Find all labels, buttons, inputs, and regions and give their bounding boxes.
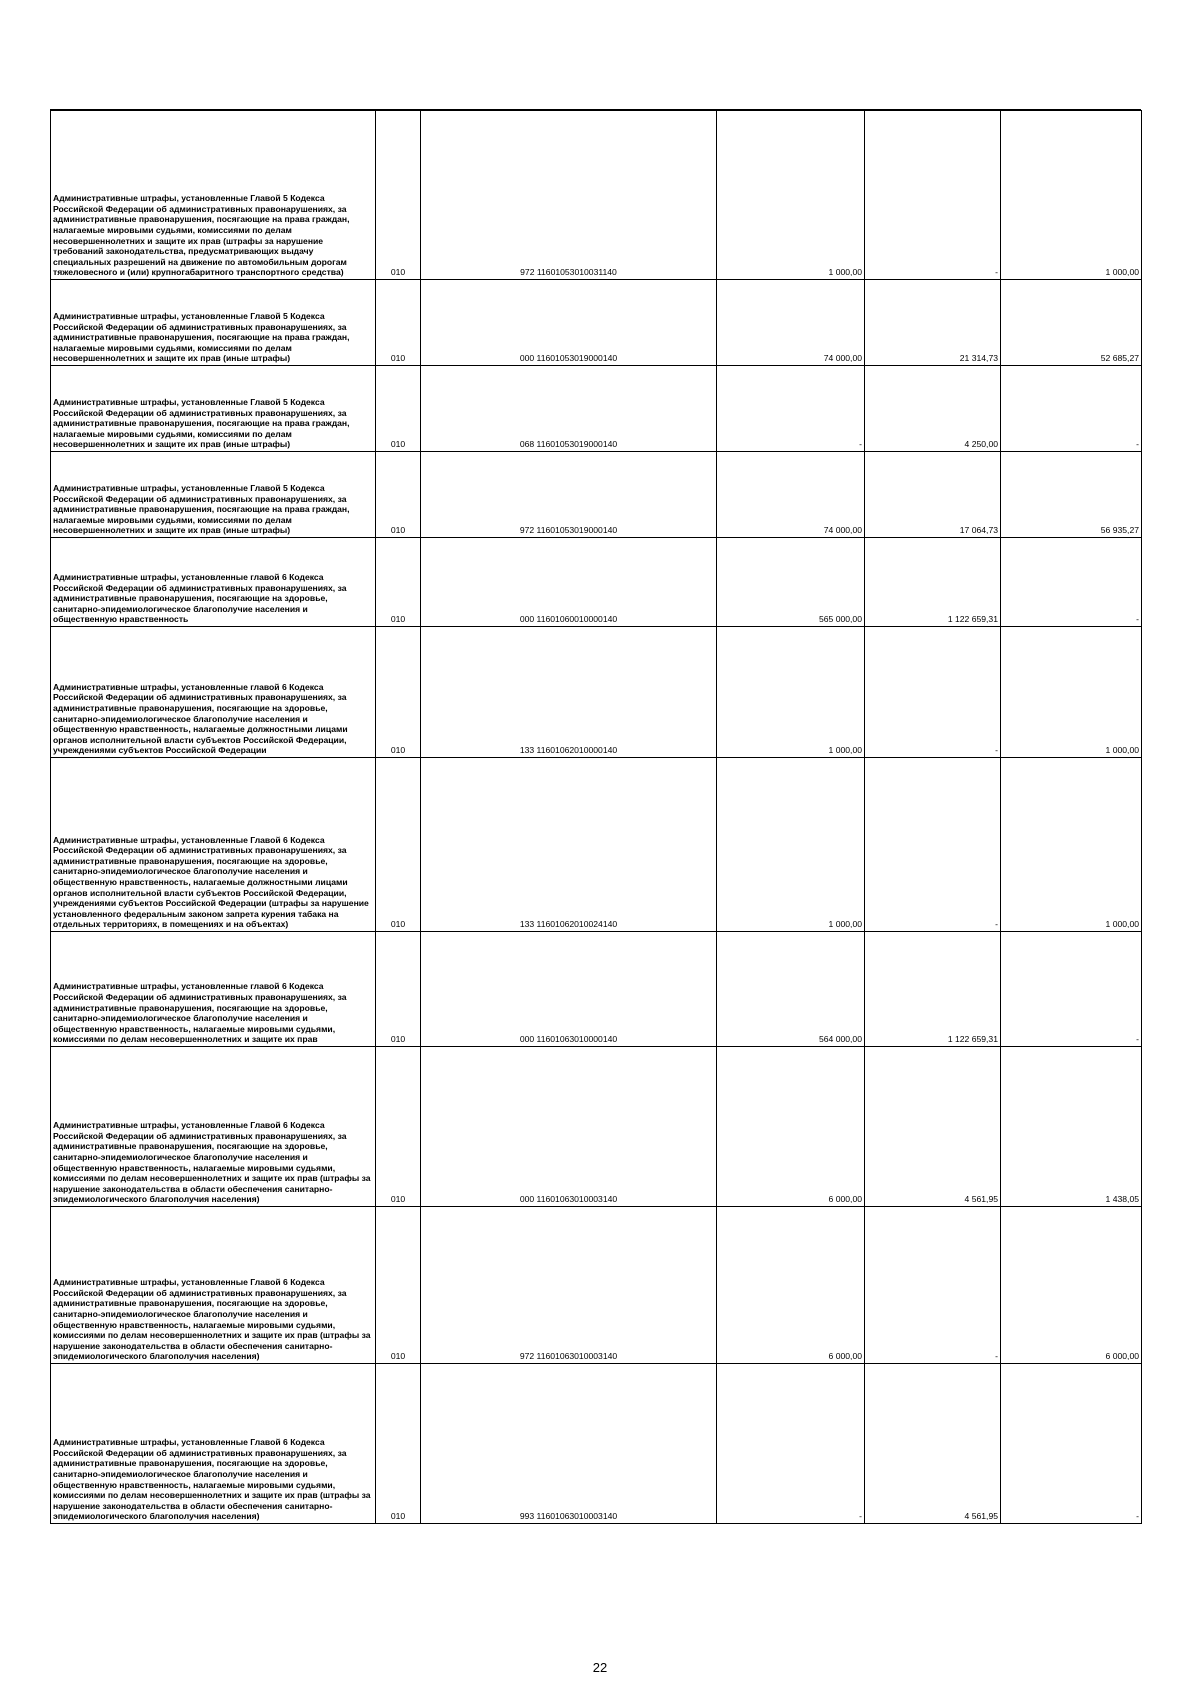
table-row <box>51 452 1142 538</box>
row-executed-cell: 4 561,95 <box>865 1364 1001 1524</box>
row-name-cell: Административные штрафы, установленные Главой 5 Кодекса Российской Федерации об административных правонарушениях, за административные правонарушения, посягающие на права граждан, налагаемые мировыми судьями, комиссиями по делам несовершеннолетних и защите их прав (иные штрафы) <box>51 452 376 538</box>
table-row <box>51 1047 1142 1207</box>
row-approved-cell: 565 000,00 <box>717 538 865 627</box>
row-line-code-cell: 010 <box>376 1364 421 1524</box>
row-unexecuted-cell: - <box>1001 538 1142 627</box>
row-budget-code-cell: 972 11601053019000140 <box>421 452 717 538</box>
row-approved-cell: 6 000,00 <box>717 1207 865 1364</box>
row-budget-code-cell: 000 11601060010000140 <box>421 538 717 627</box>
row-line-code-cell: 010 <box>376 366 421 452</box>
row-name-cell: Административные штрафы, установленные Главой 6 Кодекса Российской Федерации об административных правонарушениях, за административные правонарушения, посягающие на здоровье, санитарно-эпидемиологическое благополучие населения и общественную нравственность, налагаемые мировыми судьями, комиссиями по делам несовершеннолетних и защите их прав (штрафы за нарушение законодательства в области обеспечения санитарно-эпидемиологического благополучия населения) <box>51 1047 376 1207</box>
row-executed-cell: - <box>865 758 1001 932</box>
row-budget-code-cell: 993 11601063010003140 <box>421 1364 717 1524</box>
row-name-cell: Административные штрафы, установленные Главой 5 Кодекса Российской Федерации об административных правонарушениях, за административные правонарушения, посягающие на права граждан, налагаемые мировыми судьями, комиссиями по делам несовершеннолетних и защите их прав (штрафы за нарушение требований законодательства, предусматривающих выдачу специальных разрешений на движение по автомобильным дорогам тяжеловесного и (или) крупногабаритного транспортного средства) <box>51 111 376 280</box>
row-name-cell: Административные штрафы, установленные Главой 6 Кодекса Российской Федерации об административных правонарушениях, за административные правонарушения, посягающие на здоровье, санитарно-эпидемиологическое благополучие населения и общественную нравственность, налагаемые должностными лицами органов исполнительной власти субъектов Российской Федерации, учреждениями субъектов Российской Федерации (штрафы за нарушение установленного федеральным законом запрета курения табака на отдельных территориях, в помещениях и на объектах) <box>51 758 376 932</box>
row-name-cell: Административные штрафы, установленные Главой 6 Кодекса Российской Федерации об административных правонарушениях, за административные правонарушения, посягающие на здоровье, санитарно-эпидемиологическое благополучие населения и общественную нравственность, налагаемые мировыми судьями, комиссиями по делам несовершеннолетних и защите их прав (штрафы за нарушение законодательства в области обеспечения санитарно-эпидемиологического благополучия населения) <box>51 1364 376 1524</box>
table-row <box>51 627 1142 758</box>
table-row <box>51 538 1142 627</box>
row-executed-cell: 1 122 659,31 <box>865 932 1001 1047</box>
row-unexecuted-cell: 1 000,00 <box>1001 758 1142 932</box>
row-approved-cell: 1 000,00 <box>717 758 865 932</box>
row-line-code-cell: 010 <box>376 280 421 366</box>
row-executed-cell: - <box>865 627 1001 758</box>
row-executed-cell: 4 561,95 <box>865 1047 1001 1207</box>
row-budget-code-cell: 000 11601053019000140 <box>421 280 717 366</box>
row-budget-code-cell: 972 11601063010003140 <box>421 1207 717 1364</box>
table-row <box>51 932 1142 1047</box>
row-approved-cell: 74 000,00 <box>717 280 865 366</box>
row-line-code-cell: 010 <box>376 1207 421 1364</box>
row-approved-cell: 564 000,00 <box>717 932 865 1047</box>
row-name-cell: Административные штрафы, установленные Главой 5 Кодекса Российской Федерации об административных правонарушениях, за административные правонарушения, посягающие на права граждан, налагаемые мировыми судьями, комиссиями по делам несовершеннолетних и защите их прав (иные штрафы) <box>51 366 376 452</box>
table-row <box>51 111 1142 280</box>
row-executed-cell: - <box>865 111 1001 280</box>
row-line-code-cell: 010 <box>376 538 421 627</box>
row-unexecuted-cell: 56 935,27 <box>1001 452 1142 538</box>
row-name-cell: Административные штрафы, установленные главой 6 Кодекса Российской Федерации об административных правонарушениях, за административные правонарушения, посягающие на здоровье, санитарно-эпидемиологическое благополучие населения и общественную нравственность <box>51 538 376 627</box>
row-line-code-cell: 010 <box>376 111 421 280</box>
row-budget-code-cell: 133 11601062010024140 <box>421 758 717 932</box>
row-unexecuted-cell: - <box>1001 932 1142 1047</box>
row-approved-cell: 1 000,00 <box>717 627 865 758</box>
row-executed-cell: 21 314,73 <box>865 280 1001 366</box>
table-row <box>51 758 1142 932</box>
row-line-code-cell: 010 <box>376 932 421 1047</box>
table-row <box>51 280 1142 366</box>
row-approved-cell: 6 000,00 <box>717 1047 865 1207</box>
table-row <box>51 1364 1142 1524</box>
row-unexecuted-cell: 1 438,05 <box>1001 1047 1142 1207</box>
row-approved-cell: - <box>717 1364 865 1524</box>
row-executed-cell: 1 122 659,31 <box>865 538 1001 627</box>
row-executed-cell: - <box>865 1207 1001 1364</box>
row-approved-cell: 74 000,00 <box>717 452 865 538</box>
row-budget-code-cell: 068 11601053019000140 <box>421 366 717 452</box>
row-name-cell: Административные штрафы, установленные Главой 6 Кодекса Российской Федерации об административных правонарушениях, за административные правонарушения, посягающие на здоровье, санитарно-эпидемиологическое благополучие населения и общественную нравственность, налагаемые мировыми судьями, комиссиями по делам несовершеннолетних и защите их прав (штрафы за нарушение законодательства в области обеспечения санитарно-эпидемиологического благополучия населения) <box>51 1207 376 1364</box>
row-executed-cell: 17 064,73 <box>865 452 1001 538</box>
row-budget-code-cell: 000 11601063010003140 <box>421 1047 717 1207</box>
budget-report-table <box>50 110 1142 1524</box>
row-unexecuted-cell: - <box>1001 1364 1142 1524</box>
row-budget-code-cell: 133 11601062010000140 <box>421 627 717 758</box>
row-line-code-cell: 010 <box>376 452 421 538</box>
row-name-cell: Административные штрафы, установленные Главой 5 Кодекса Российской Федерации об административных правонарушениях, за административные правонарушения, посягающие на права граждан, налагаемые мировыми судьями, комиссиями по делам несовершеннолетних и защите их прав (иные штрафы) <box>51 280 376 366</box>
row-line-code-cell: 010 <box>376 627 421 758</box>
row-name-cell: Административные штрафы, установленные главой 6 Кодекса Российской Федерации об административных правонарушениях, за административные правонарушения, посягающие на здоровье, санитарно-эпидемиологическое благополучие населения и общественную нравственность, налагаемые должностными лицами органов исполнительной власти субъектов Российской Федерации, учреждениями субъектов Российской Федерации <box>51 627 376 758</box>
row-line-code-cell: 010 <box>376 758 421 932</box>
row-unexecuted-cell: 6 000,00 <box>1001 1207 1142 1364</box>
row-unexecuted-cell: 1 000,00 <box>1001 627 1142 758</box>
row-unexecuted-cell: 52 685,27 <box>1001 280 1142 366</box>
row-line-code-cell: 010 <box>376 1047 421 1207</box>
table-row <box>51 366 1142 452</box>
row-budget-code-cell: 000 11601063010000140 <box>421 932 717 1047</box>
row-approved-cell: 1 000,00 <box>717 111 865 280</box>
row-name-cell: Административные штрафы, установленные главой 6 Кодекса Российской Федерации об административных правонарушениях, за административные правонарушения, посягающие на здоровье, санитарно-эпидемиологическое благополучие населения и общественную нравственность, налагаемые мировыми судьями, комиссиями по делам несовершеннолетних и защите их прав <box>51 932 376 1047</box>
row-approved-cell: - <box>717 366 865 452</box>
row-budget-code-cell: 972 11601053010031140 <box>421 111 717 280</box>
row-executed-cell: 4 250,00 <box>865 366 1001 452</box>
page-number: 22 <box>592 1660 608 1675</box>
row-unexecuted-cell: - <box>1001 366 1142 452</box>
row-unexecuted-cell: 1 000,00 <box>1001 111 1142 280</box>
table-row <box>51 1207 1142 1364</box>
